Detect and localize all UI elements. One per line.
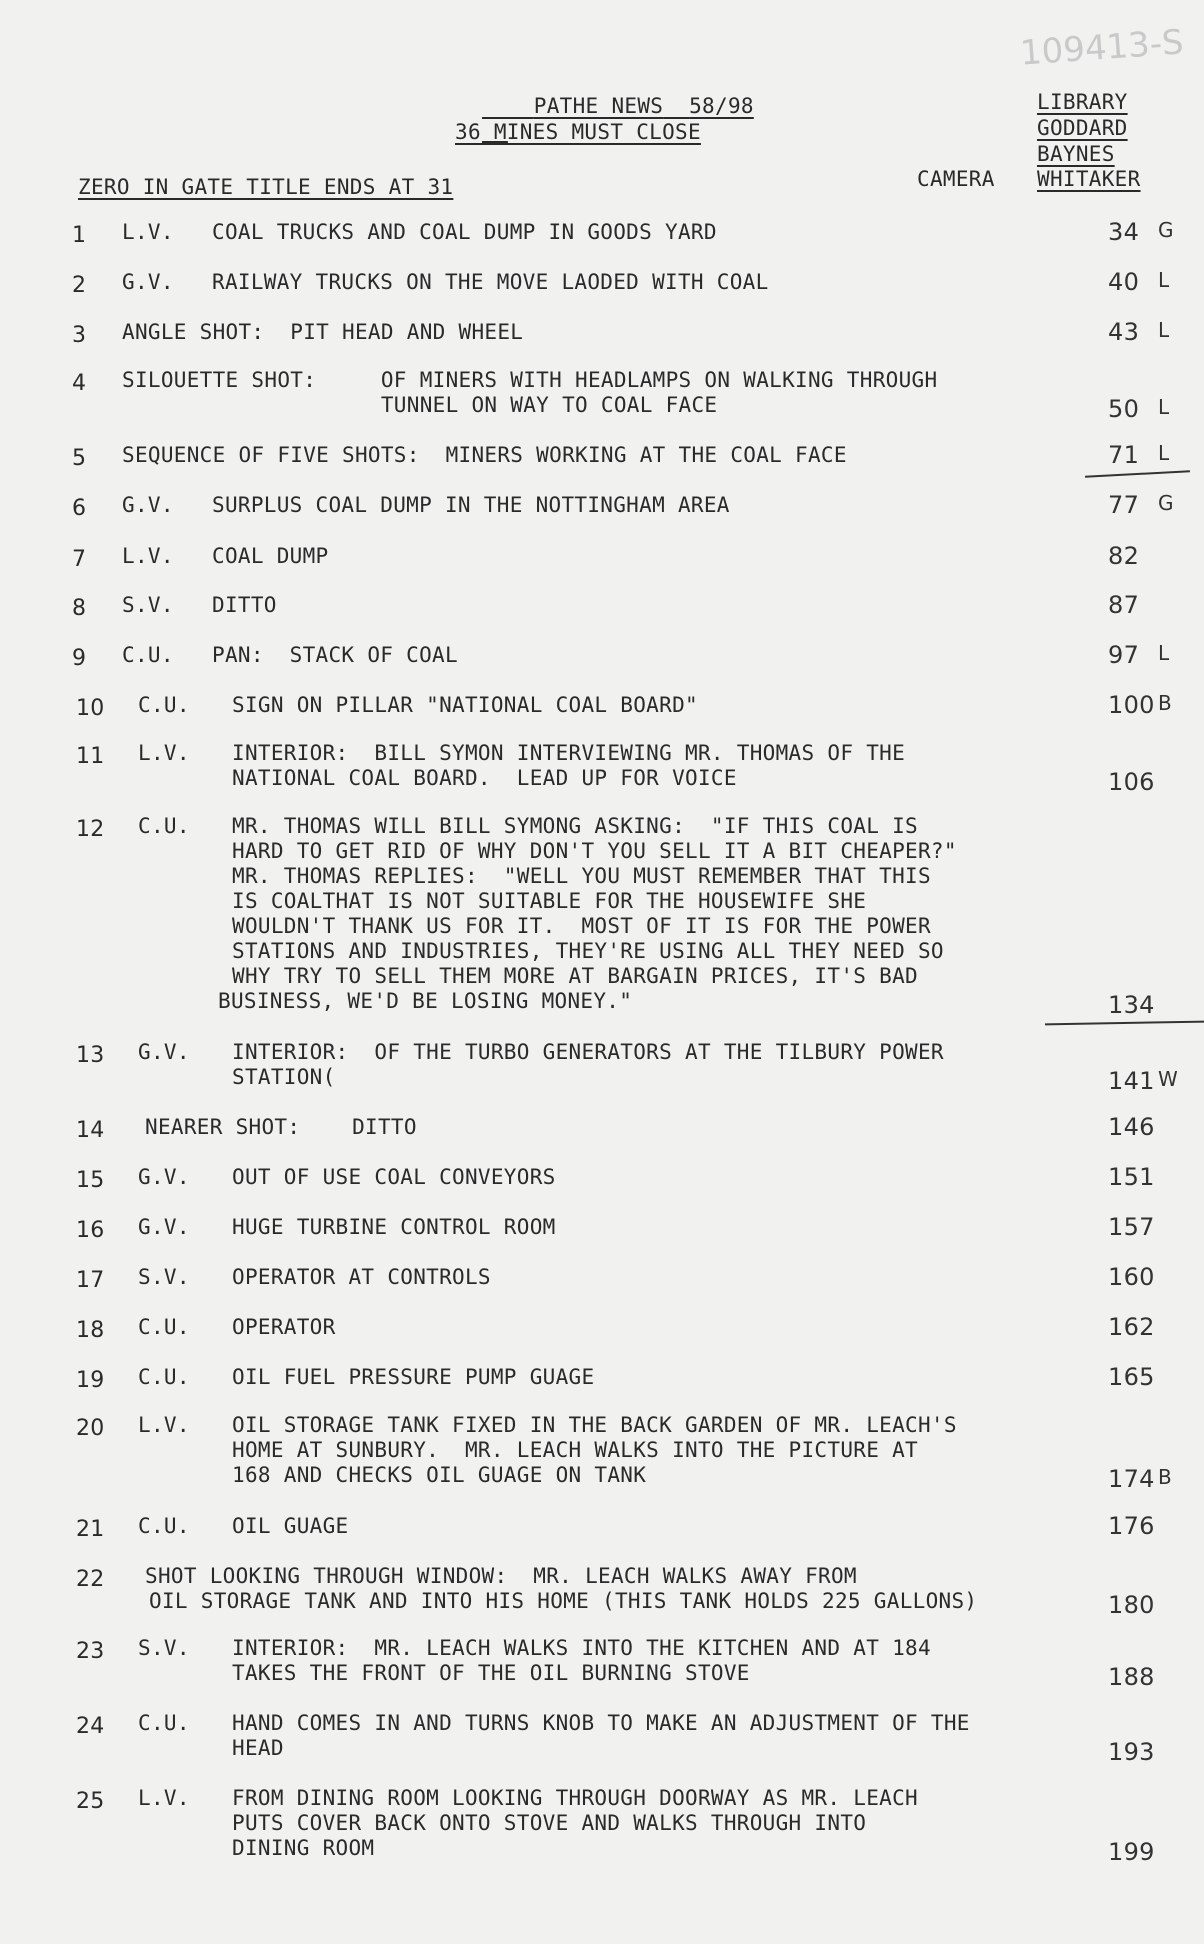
footage-count: 146 [1108, 1113, 1155, 1141]
footage-count: 40 [1108, 268, 1140, 296]
shot-number: 15 [76, 1168, 105, 1193]
zero-in-gate-note: ZERO IN GATE TITLE ENDS AT 31 [78, 175, 454, 199]
shot-description-line: PAN: STACK OF COAL [212, 643, 458, 667]
shot-number: 12 [76, 817, 105, 842]
shot-type: C.U. [138, 1365, 190, 1389]
camera-initial: G [1158, 491, 1174, 515]
footage-count: 176 [1108, 1512, 1155, 1540]
shot-description-line: INTERIOR: OF THE TURBO GENERATORS AT THE TILBURY POWER [232, 1040, 944, 1064]
camera-column-heading: CAMERA [917, 167, 995, 191]
newsreel-number: 58/98 [689, 94, 754, 118]
footage-count: 157 [1108, 1213, 1155, 1241]
camera-initial: B [1158, 1465, 1173, 1489]
newsreel-label: PATHE NEWS [533, 94, 664, 118]
footage-count: 162 [1108, 1313, 1155, 1341]
footage-count: 87 [1108, 591, 1140, 619]
shot-number: 22 [76, 1567, 105, 1592]
shot-type: L.V. [138, 1413, 190, 1437]
shot-number: 4 [72, 371, 87, 396]
shot-description-line: NATIONAL COAL BOARD. LEAD UP FOR VOICE [232, 766, 737, 790]
footage-count: 199 [1108, 1838, 1155, 1866]
shot-description-line: MR. THOMAS REPLIES: "WELL YOU MUST REMEMBER THAT THIS [232, 864, 931, 888]
shot-number: 5 [72, 446, 87, 471]
footage-count: 77 [1108, 491, 1140, 519]
shot-description-line: FROM DINING ROOM LOOKING THROUGH DOORWAY AS MR. LEACH [232, 1786, 918, 1810]
shot-description-line: TAKES THE FRONT OF THE OIL BURNING STOVE [232, 1661, 750, 1685]
shot-number: 20 [76, 1416, 105, 1441]
handwritten-underline [1085, 470, 1190, 477]
shot-number: 6 [72, 496, 87, 521]
shot-number: 23 [76, 1639, 105, 1664]
shot-type: C.U. [138, 1315, 190, 1339]
camera-initial: L [1158, 641, 1170, 665]
shot-description-line: IS COALTHAT IS NOT SUITABLE FOR THE HOUSEWIFE SHE [232, 889, 867, 913]
shot-description-line: DITTO [212, 593, 277, 617]
footage-count: 106 [1108, 768, 1155, 796]
footage-count: 43 [1108, 318, 1140, 346]
shot-description-line: NEARER SHOT: DITTO [145, 1115, 417, 1139]
footage-count: 34 [1108, 218, 1140, 246]
footage-count: 71 [1108, 441, 1140, 469]
shot-number: 11 [76, 744, 105, 769]
shot-type: S.V. [138, 1265, 190, 1289]
shot-description-line: 168 AND CHECKS OIL GUAGE ON TANK [232, 1463, 647, 1487]
shot-description-line: OIL STORAGE TANK AND INTO HIS HOME (THIS TANK HOLDS 225 GALLONS) [149, 1589, 978, 1613]
shot-number: 16 [76, 1218, 105, 1243]
shot-description-line: STATIONS AND INDUSTRIES, THEY'RE USING ALL THEY NEED SO [232, 939, 944, 963]
shot-description-line: TUNNEL ON WAY TO COAL FACE [122, 393, 718, 417]
library-heading: LIBRARY [1037, 90, 1128, 114]
shot-description-line: STATION( [232, 1065, 336, 1089]
shot-type: G.V. [138, 1040, 190, 1064]
shot-description-line: SEQUENCE OF FIVE SHOTS: MINERS WORKING AT THE COAL FACE [122, 443, 847, 467]
shot-description-line: SURPLUS COAL DUMP IN THE NOTTINGHAM AREA [212, 493, 730, 517]
shot-description-line: WOULDN'T THANK US FOR IT. MOST OF IT IS FOR THE POWER [232, 914, 931, 938]
shot-type: C.U. [122, 643, 174, 667]
shot-type: G.V. [122, 493, 174, 517]
library-name-goddard: GODDARD [1037, 116, 1128, 140]
shot-number: 18 [76, 1318, 105, 1343]
shot-number: 17 [76, 1268, 105, 1293]
shot-description-line: OIL FUEL PRESSURE PUMP GUAGE [232, 1365, 595, 1389]
archive-stamp: 109413-S [1018, 22, 1185, 74]
shot-number: 21 [76, 1517, 105, 1542]
shot-description-line: HEAD [232, 1736, 284, 1760]
shot-number: 8 [72, 596, 87, 621]
shot-description-line: BUSINESS, WE'D BE LOSING MONEY." [218, 989, 633, 1013]
shot-description-line: OIL GUAGE [232, 1514, 349, 1538]
shot-type: G.V. [138, 1165, 190, 1189]
footage-count: 134 [1108, 991, 1155, 1019]
shot-type: L.V. [138, 1786, 190, 1810]
footage-count: 193 [1108, 1738, 1155, 1766]
shot-type: C.U. [138, 693, 190, 717]
camera-initial: G [1158, 218, 1174, 242]
shot-description-line: COAL DUMP [212, 544, 329, 568]
shot-type: S.V. [122, 593, 174, 617]
shot-description-line: MR. THOMAS WILL BILL SYMONG ASKING: "IF THIS COAL IS [232, 814, 918, 838]
shot-number: 7 [72, 547, 87, 572]
shot-type: S.V. [138, 1636, 190, 1660]
shot-type: G.V. [122, 270, 174, 294]
shot-type: C.U. [138, 1711, 190, 1735]
footage-count: 180 [1108, 1591, 1155, 1619]
shot-type: L.V. [138, 741, 190, 765]
shot-description-line: SIGN ON PILLAR "NATIONAL COAL BOARD" [232, 693, 698, 717]
shot-description-line: DINING ROOM [232, 1836, 375, 1860]
shot-type: C.U. [138, 1514, 190, 1538]
footage-count: 100 [1108, 691, 1155, 719]
shot-description-line: INTERIOR: MR. LEACH WALKS INTO THE KITCHEN AND AT 184 [232, 1636, 931, 1660]
footage-count: 82 [1108, 542, 1140, 570]
shot-number: 9 [72, 646, 87, 671]
shot-number: 10 [76, 696, 105, 721]
shot-type: L.V. [122, 544, 174, 568]
shot-description-line: OUT OF USE COAL CONVEYORS [232, 1165, 556, 1189]
shot-number: 14 [76, 1118, 105, 1143]
shot-description-line: SHOT LOOKING THROUGH WINDOW: MR. LEACH WALKS AWAY FROM [145, 1564, 857, 1588]
footage-count: 151 [1108, 1163, 1155, 1191]
camera-initial: L [1158, 395, 1170, 419]
library-name-whitaker: WHITAKER [1037, 167, 1141, 191]
shot-number: 2 [72, 273, 87, 298]
shot-description-line: HARD TO GET RID OF WHY DON'T YOU SELL IT A BIT CHEAPER?" [232, 839, 957, 863]
shot-description-line: WHY TRY TO SELL THEM MORE AT BARGAIN PRICES, IT'S BAD [232, 964, 918, 988]
footage-count: 165 [1108, 1363, 1155, 1391]
shot-number: 3 [72, 323, 87, 348]
story-title: 36 MINES MUST CLOSE [455, 120, 701, 144]
handwritten-underline [1045, 1021, 1204, 1026]
camera-initial: L [1158, 441, 1170, 465]
footage-count: 97 [1108, 641, 1140, 669]
shot-description-line: SILOUETTE SHOT: OF MINERS WITH HEADLAMPS ON WALKING THROUGH [122, 368, 938, 392]
camera-initial: L [1158, 318, 1170, 342]
shot-number: 1 [72, 223, 87, 248]
shot-description-line: PUTS COVER BACK ONTO STOVE AND WALKS THROUGH INTO [232, 1811, 867, 1835]
shot-description-line: INTERIOR: BILL SYMON INTERVIEWING MR. THOMAS OF THE [232, 741, 906, 765]
shot-number: 24 [76, 1714, 105, 1739]
shot-description-line: OIL STORAGE TANK FIXED IN THE BACK GARDEN OF MR. LEACH'S [232, 1413, 957, 1437]
shot-description-line: RAILWAY TRUCKS ON THE MOVE LAODED WITH COAL [212, 270, 769, 294]
footage-count: 160 [1108, 1263, 1155, 1291]
camera-initial: B [1158, 691, 1173, 715]
footage-count: 50 [1108, 395, 1140, 423]
camera-initial: W [1158, 1067, 1179, 1091]
shot-description-line: OPERATOR [232, 1315, 336, 1339]
footage-count: 188 [1108, 1663, 1155, 1691]
shot-type: G.V. [138, 1215, 190, 1239]
shot-number: 19 [76, 1368, 105, 1393]
shot-description-line: HOME AT SUNBURY. MR. LEACH WALKS INTO THE PICTURE AT [232, 1438, 918, 1462]
shot-type: C.U. [138, 814, 190, 838]
footage-count: 174 [1108, 1465, 1155, 1493]
shot-description-line: HUGE TURBINE CONTROL ROOM [232, 1215, 556, 1239]
shot-number: 25 [76, 1789, 105, 1814]
shot-type: L.V. [122, 220, 174, 244]
library-name-baynes: BAYNES [1037, 142, 1115, 166]
footage-count: 141 [1108, 1067, 1155, 1095]
shot-description-line: OPERATOR AT CONTROLS [232, 1265, 491, 1289]
shot-description-line: ANGLE SHOT: PIT HEAD AND WHEEL [122, 320, 524, 344]
camera-initial: L [1158, 268, 1170, 292]
shot-description-line: HAND COMES IN AND TURNS KNOB TO MAKE AN ADJUSTMENT OF THE [232, 1711, 970, 1735]
shot-number: 13 [76, 1043, 105, 1068]
shot-description-line: COAL TRUCKS AND COAL DUMP IN GOODS YARD [212, 220, 717, 244]
